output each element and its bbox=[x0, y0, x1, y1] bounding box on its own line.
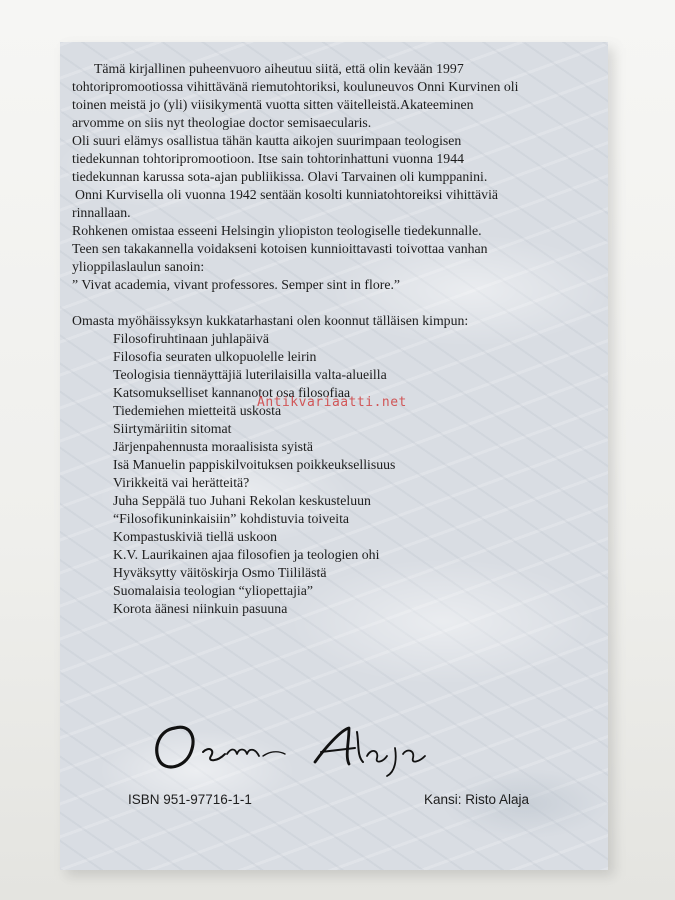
intro-paragraph-3: Onni Kurvisella oli vuonna 1942 sentään kosolti kunniatohtoreiksi vihittäviä rinnallaan. bbox=[72, 187, 499, 220]
list-item: Tiedemiehen mietteitä uskosta bbox=[113, 403, 282, 418]
list-item: Siirtymäriitin sitomat bbox=[113, 421, 232, 436]
watermark: Antikvariaatti.net bbox=[257, 395, 407, 410]
back-cover-text bbox=[72, 60, 522, 618]
list-item: Virikkeitä vai herätteitä? bbox=[113, 475, 250, 490]
list-item: “Filosofikuninkaisiin” kohdistuvia toiveita bbox=[113, 511, 350, 526]
cover-credit: Kansi: Risto Alaja bbox=[424, 792, 530, 807]
latin-quote: ” Vivat academia, vivant professores. Semper sint in flore.” bbox=[72, 277, 401, 292]
list-item: Suomalaisia teologian “yliopettajia” bbox=[113, 583, 313, 598]
list-item: Kompastuskiviä tiellä uskoon bbox=[113, 529, 278, 544]
list-item: Hyväksytty väitöskirja Osmo Tiililästä bbox=[113, 565, 327, 580]
intro-paragraph-1: Tämä kirjallinen puheenvuoro aiheutuu siitä, että olin kevään 1997 tohtoripromootiossa vihittävänä riemutohtoriksi, kouluneuvos Onni Kurvinen oli toinen meistä jo (yli) viisikymentä vuotta sitten väitelleistä.Akateeminen arvomme on siis nyt theologiae doctor semisaecularis. bbox=[72, 61, 519, 130]
contents-list bbox=[113, 330, 522, 618]
list-item: K.V. Laurikainen ajaa filosofien ja teologien ohi bbox=[113, 547, 380, 562]
list-item: Filosofia seuraten ulkopuolelle leirin bbox=[113, 349, 317, 364]
isbn-number: ISBN 951-97716-1-1 bbox=[128, 792, 252, 807]
list-item: Katsomukselliset kannanotot osa filosofiaa bbox=[113, 385, 351, 400]
list-item: Korota äänesi niinkuin pasuuna bbox=[113, 601, 288, 616]
list-item: Juha Seppälä tuo Juhani Rekolan keskusteluun bbox=[113, 493, 371, 508]
intro-paragraph-5: Teen sen takakannella voidakseni kotoisen kunnioittavasti toivottaa vanhan ylioppilaslaulun sanoin: bbox=[72, 241, 488, 274]
intro-paragraph-2: Oli suuri elämys osallistua tähän kautta aikojen suurimpaan teologisen tiedekunnan tohtoripromootioon. Itse sain tohtorinhattuni vuonna 1944 tiedekunnan karussa sota-ajan publiikissa. Olavi Tarvainen oli kumppanini. bbox=[72, 133, 488, 184]
contents-intro: Omasta myöhäissyksyn kukkatarhastani olen koonnut tälläisen kimpun: bbox=[72, 313, 469, 328]
list-item: Järjenpahennusta moraalisista syistä bbox=[113, 439, 314, 454]
intro-paragraph-4: Rohkenen omistaa esseeni Helsingin yliopiston teologiselle tiedekunnalle. bbox=[72, 223, 482, 238]
author-signature bbox=[145, 718, 445, 778]
list-item: Filosofiruhtinaan juhlapäivä bbox=[113, 331, 269, 346]
list-item: Isä Manuelin pappiskilvoituksen poikkeuksellisuus bbox=[113, 457, 396, 472]
list-item: Teologisia tiennäyttäjiä luterilaisilla valta-alueilla bbox=[113, 367, 387, 382]
